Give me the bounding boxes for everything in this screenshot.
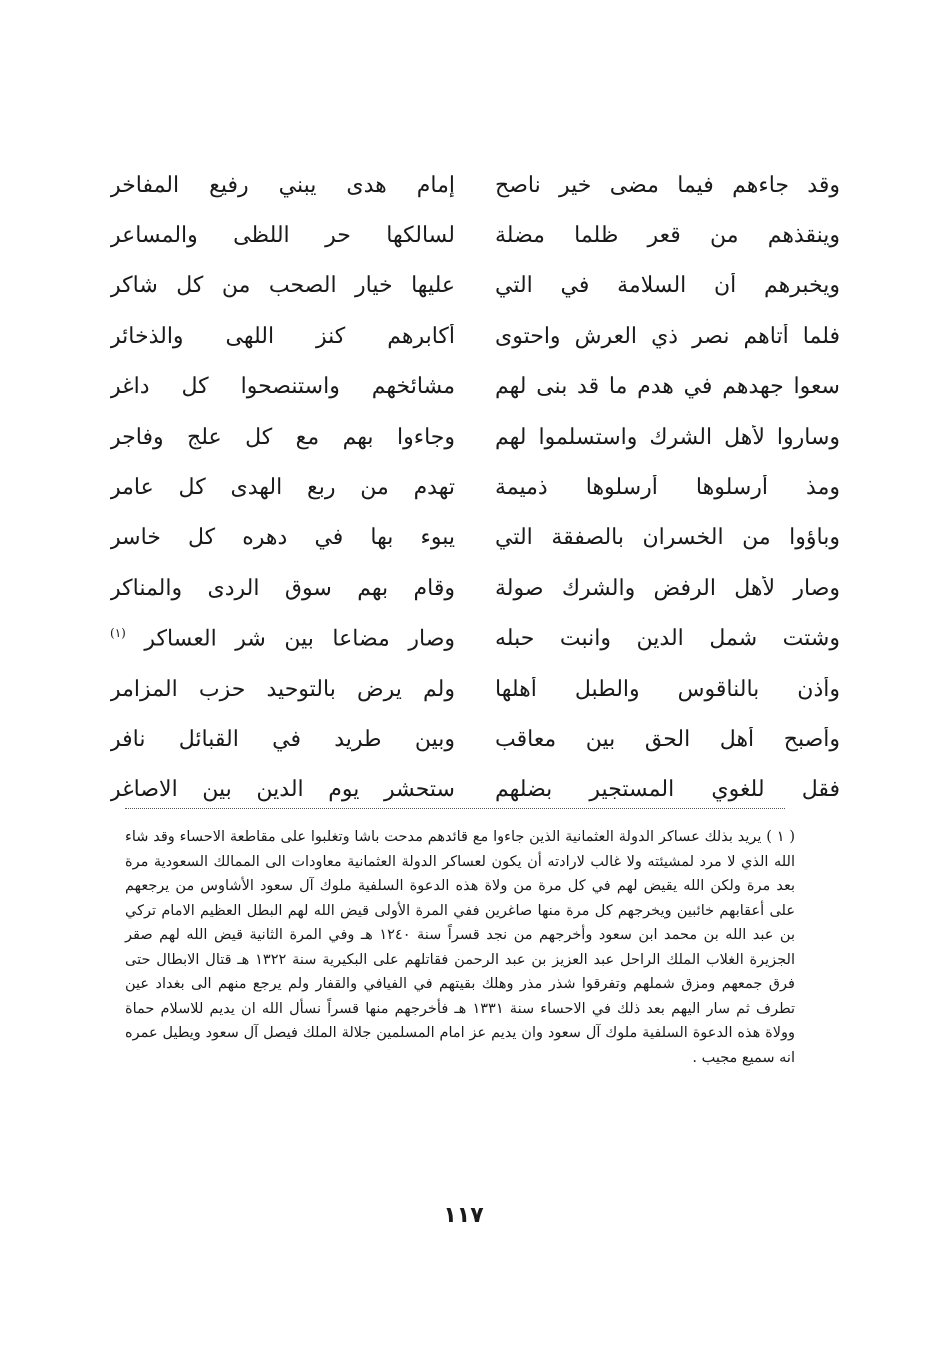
footnote-marker: (١) (110, 626, 126, 641)
verse-first-hemistich: فلما أتاهم نصر ذي العرش واحتوى (495, 323, 840, 349)
verse-second-hemistich-with-note (110, 626, 455, 651)
verse-second-hemistich: وقام بهم سوق الردى والمناكر (110, 575, 455, 601)
verse-second-hemistich: وبين طريد في القبائل نافر (110, 726, 455, 752)
poem-verse (110, 563, 840, 613)
verse-second-hemistich: عليها خيار الصحب من كل شاكر (110, 273, 455, 299)
verse-second-hemistich: إمام هدى يبني رفيع المفاخر (110, 172, 455, 198)
verse-first-hemistich: وينقذهم من قعر ظلما مضلة (495, 223, 840, 249)
corner-mark (222, 14, 242, 32)
verse-first-hemistich: ومذ أرسلوها أرسلوها ذميمة (495, 475, 840, 501)
poem-verse (110, 362, 840, 412)
poem-verse (110, 614, 840, 664)
footnote: ( ١ ) يريد بذلك عساكر الدولة العثمانية الذين جاءوا مع قائدهم مدحت باشا وتغلبوا على مقاطعة الاحساء وقد شاء الله الذي لا مرد لمشيئته ولا غالب لارادته أن يكون لعساكر الدولة العثمانية معاودات الى الممالك السعودية مرة بعد مرة ولكن الله يقيض لهم في كل مرة من ولاة هذه الدعوة السلفية ملوك آل سعود الأشاوس من يرجعهم على أعقابهم خائبين ويخرجهم كل مرة منها صاغرين ففي المرة الأولى قيض الله لهم البطل العظيم الامام تركي بن عبد الله بن محمد ابن سعود وأخرجهم من نجد قسراً سنة ١٢٤٠ هـ وفي المرة الثانية قيض الله لهم صقر الجزيرة الغلاب الملك الراحل عبد العزيز بن عبد الرحمن فقاتلهم على البكيرية سنة ١٣٢٢ هـ قتال الابطال حتى فرق جمعهم ومزق شملهم وتفرقوا شذر مذر وهلك بقيتهم في الفيافي والقفار ولم يرجع منهم الى بغداد عين تطرف ثم سار اليهم بعد ذلك في الاحساء سنة ١٣٣١ هـ فأخرجهم منها قسراً نسأل الله ان يديم للاسلام حماة وولاة هذه الدعوة السلفية ملوك آل سعود وان يديم عز امام المسلمين جلالة الملك فيصل آل سعود ويطيل عمره انه سميع مجيب . (125, 829, 795, 1066)
verse-first-hemistich: وأذن بالناقوس والطبل أهلها (495, 676, 840, 702)
verse-second-hemistich: ولم يرض بالتوحيد حزب المزامر (110, 676, 455, 702)
verse-first-hemistich: وأصبح أهل الحق بين معاقب (495, 726, 840, 752)
verse-second-hemistich: يبوء بها في دهره كل خاسر (110, 525, 455, 551)
verse-second-hemistich: مشائخهم واستنصحوا كل داغر (110, 374, 455, 400)
poem-verse (110, 714, 840, 764)
poem-verse (110, 311, 840, 361)
verse-second-hemistich: أكابرهم كنز اللهى والذخائر (110, 323, 455, 349)
verse-first-hemistich: وقد جاءهم فيما مضى خير ناصح (495, 172, 840, 198)
verse-first-hemistich: فقل للغوي المستجير بضلهم (495, 777, 840, 803)
verse-second-hemistich: وجاءوا بهم مع كل علج وفاجر (110, 424, 455, 450)
poem-verse (110, 160, 840, 210)
footnote-divider (125, 808, 785, 809)
verse-first-hemistich: وشتت شمل الدين وانبت حبله (495, 626, 840, 652)
verse-first-hemistich: وباؤوا من الخسران بالصفقة التي (495, 525, 840, 551)
poem-verse (110, 462, 840, 512)
verse-first-hemistich: ويخبرهم أن السلامة في التي (495, 273, 840, 299)
poem (110, 160, 840, 815)
poem-verse (110, 412, 840, 462)
verse-second-hemistich: تهدم من ربع الهدى كل عامر (110, 475, 455, 501)
poem-verse (110, 210, 840, 260)
verse-second-hemistich: لسالكها حر اللظى والمساعر (110, 223, 455, 249)
verse-first-hemistich: وصار لأهل الرفض والشرك صولة (495, 575, 840, 601)
poem-verse (110, 261, 840, 311)
poem-verse (110, 513, 840, 563)
page-number: ١١٧ (443, 1203, 484, 1228)
poem-verse (110, 664, 840, 714)
verse-second-hemistich: ستحشر يوم الدين بين الاصاغر (110, 777, 455, 803)
verse-first-hemistich: وساروا لأهل الشرك واستسلموا لهم (495, 424, 840, 450)
verse-first-hemistich: سعوا جهدهم في هدم ما قد بنى لهم (495, 374, 840, 400)
verse-second-hemistich: وصار مضاعا بين شر العساكر (144, 626, 455, 652)
